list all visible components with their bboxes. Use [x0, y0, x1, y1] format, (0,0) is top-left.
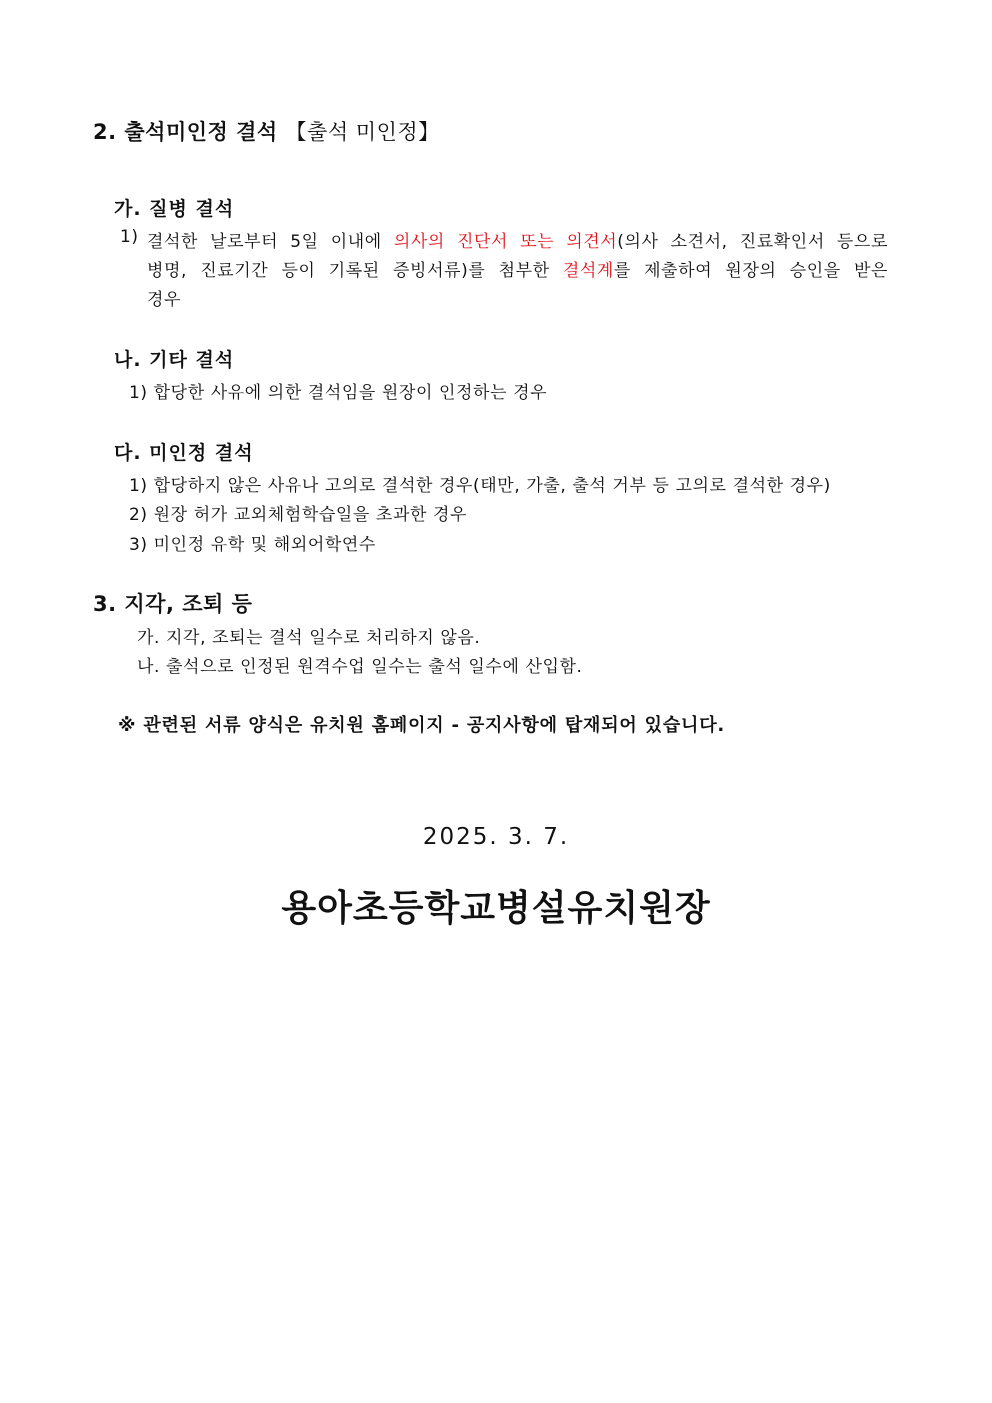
- da-item-1: 1) 합당하지 않은 사유나 고의로 결석한 경우(태만, 가출, 출석 거부 등 고의로 결석한 경우): [129, 476, 831, 496]
- document-date: 2025. 3. 7.: [422, 824, 570, 850]
- ga-item-1-line-3: 경우: [147, 290, 182, 310]
- na-item-1: 1) 합당한 사유에 의한 결석임을 원장이 인정하는 경우: [129, 383, 548, 403]
- section-3-item-ga: 가. 지각, 조퇴는 결석 일수로 처리하지 않음.: [137, 628, 481, 648]
- ga-item-1-red-emphasis: 의사의 진단서 또는 의견서: [393, 232, 618, 252]
- ga-item-1-line-2-text-b: 를 제출하여 원장의 승인을 받은: [613, 261, 888, 281]
- ga-item-1-text-a: 결석한 날로부터 5일 이내에: [147, 232, 394, 252]
- ga-item-1-red-emphasis-2: 결석계: [562, 261, 614, 281]
- subsection-da-heading: 다. 미인정 결석: [114, 442, 254, 464]
- ga-item-1-text-b: (의사 소견서, 진료확인서 등으로: [617, 232, 888, 252]
- section-2-title-text: 2. 출석미인정 결석: [93, 120, 278, 144]
- section-2-title: [93, 116, 440, 146]
- ga-item-1-number: 1): [120, 227, 139, 247]
- section-3-title: 3. 지각, 조퇴 등: [93, 592, 253, 616]
- section-2-bracket: 【출석 미인정】: [285, 120, 440, 144]
- section-3-item-na: 나. 출석으로 인정된 원격수업 일수는 출석 일수에 산입함.: [137, 657, 583, 677]
- ga-item-1-line-2: [147, 256, 888, 281]
- issuer-signature: 용아초등학교병설유치원장: [281, 888, 711, 929]
- forms-notice: ※ 관련된 서류 양식은 유치원 홈페이지 - 공지사항에 탑재되어 있습니다.: [118, 715, 726, 736]
- subsection-ga-heading: 가. 질병 결석: [114, 198, 235, 220]
- ga-item-1-line-2-text-a: 병명, 진료기간 등이 기록된 증빙서류)를 첨부한: [147, 261, 563, 281]
- subsection-na-heading: 나. 기타 결석: [114, 349, 235, 371]
- ga-item-1-line-1: [147, 227, 888, 252]
- da-item-3: 3) 미인정 유학 및 해외어학연수: [129, 535, 376, 555]
- da-item-2: 2) 원장 허가 교외체험학습일을 초과한 경우: [129, 505, 468, 525]
